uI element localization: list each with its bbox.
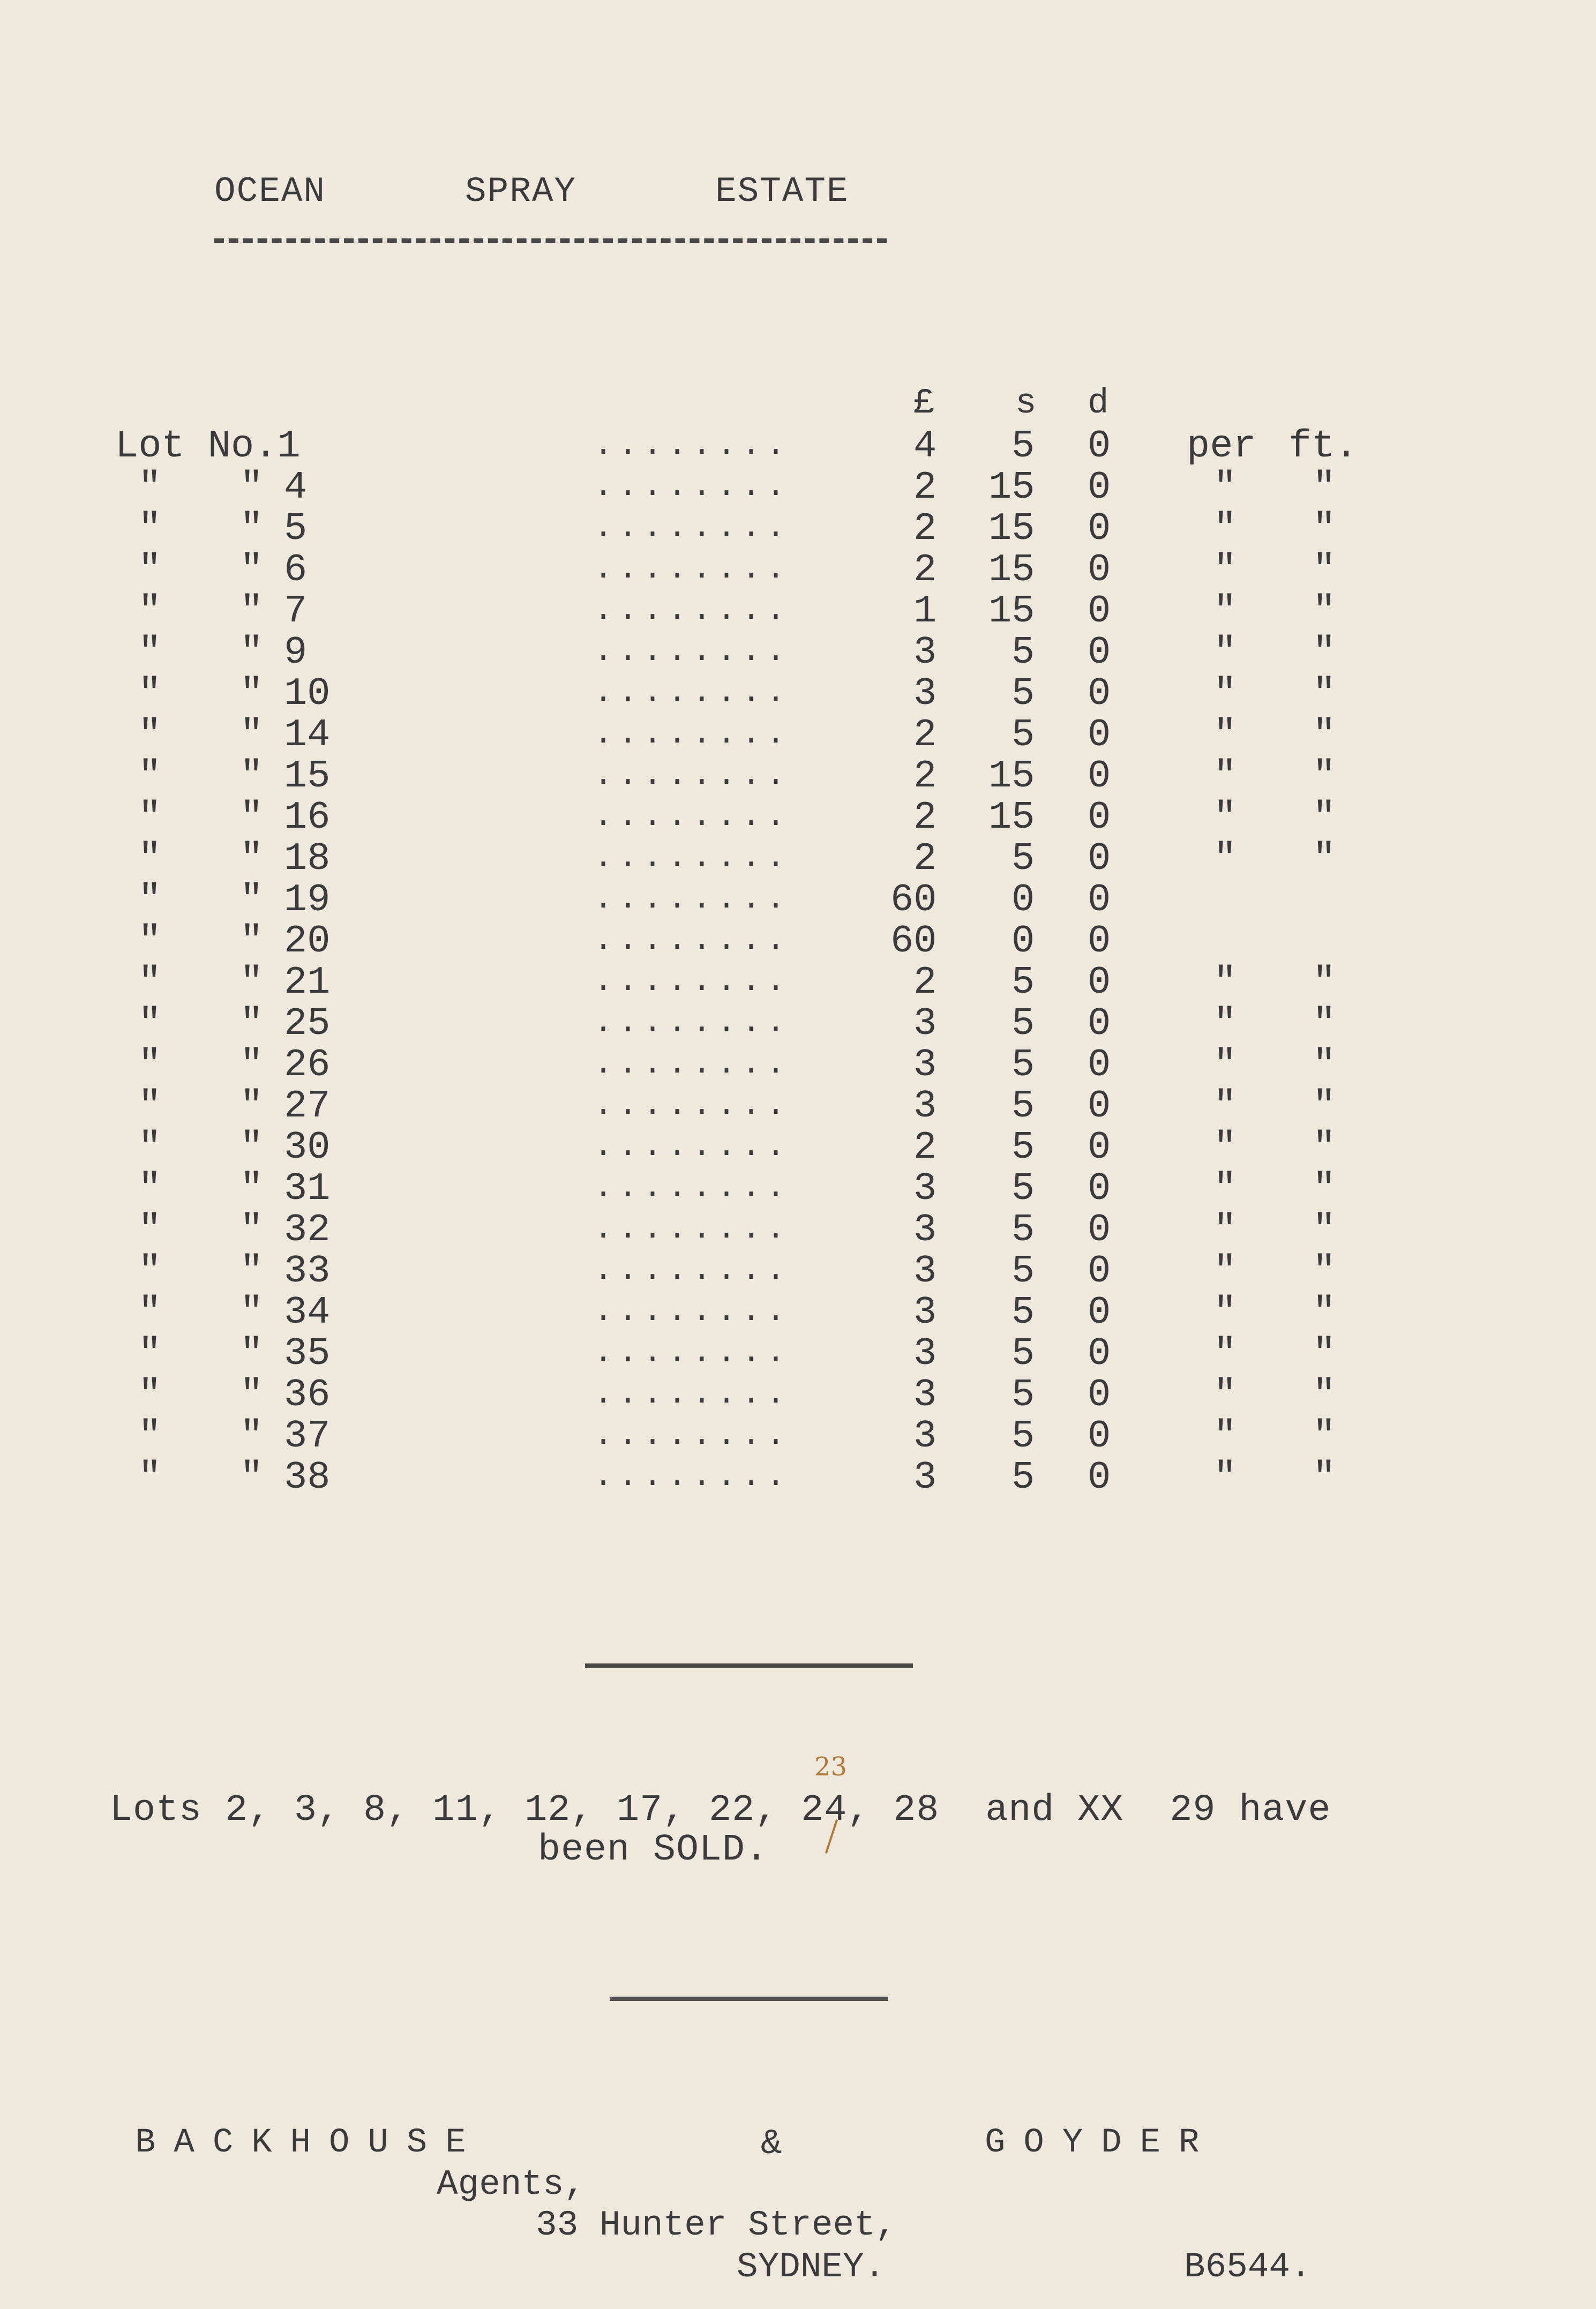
ditto-mark: " <box>138 1249 162 1293</box>
price-pounds: 3 <box>913 1167 937 1211</box>
unit-per: " <box>1213 1373 1237 1417</box>
ditto-mark: " <box>240 1084 264 1128</box>
price-pounds: 2 <box>913 548 937 592</box>
lot-number: 37 <box>284 1414 331 1458</box>
price-pence: 0 <box>1088 878 1111 922</box>
price-shillings: 5 <box>1011 1208 1035 1252</box>
unit-per: " <box>1213 713 1237 757</box>
price-pence: 0 <box>1088 507 1111 551</box>
ditto-mark: " <box>138 1208 162 1252</box>
leader-dots: ........ <box>594 881 791 918</box>
leader-dots: ........ <box>594 1418 791 1454</box>
ditto-mark: " <box>138 548 162 592</box>
unit-ft: " <box>1313 1208 1336 1252</box>
price-pounds: 3 <box>913 1002 937 1046</box>
lot-number: 30 <box>284 1126 331 1170</box>
leader-dots: ........ <box>594 1335 791 1371</box>
price-pence: 0 <box>1088 1249 1111 1293</box>
price-pence: 0 <box>1088 1043 1111 1087</box>
lot-number: 16 <box>284 796 331 839</box>
leader-dots: ........ <box>594 551 791 588</box>
lot-number: 34 <box>284 1291 331 1335</box>
unit-per: " <box>1213 754 1237 798</box>
unit-ft: " <box>1313 754 1336 798</box>
sold-note-line-2: been SOLD. <box>538 1829 769 1871</box>
ditto-mark: " <box>240 1167 264 1211</box>
ditto-mark: " <box>138 672 162 716</box>
reference-number: B6544. <box>1184 2247 1312 2287</box>
ditto-mark: " <box>240 796 264 839</box>
price-shillings: 5 <box>1011 1167 1035 1211</box>
lot-number: 27 <box>284 1084 331 1128</box>
unit-per: " <box>1213 961 1237 1004</box>
leader-dots: ........ <box>594 593 791 629</box>
lot-number: 26 <box>284 1043 331 1087</box>
price-shillings: 5 <box>1011 1332 1035 1376</box>
price-shillings: 0 <box>1011 878 1035 922</box>
ditto-mark: " <box>138 1373 162 1417</box>
unit-ft: " <box>1313 1002 1336 1046</box>
unit-ft: " <box>1313 713 1336 757</box>
unit-ft: " <box>1313 1414 1336 1458</box>
firm-role: Agents, <box>437 2164 586 2205</box>
price-shillings: 5 <box>1011 1456 1035 1500</box>
ditto-mark: " <box>240 1373 264 1417</box>
ditto-mark: " <box>138 1043 162 1087</box>
price-pence: 0 <box>1088 589 1111 633</box>
unit-ft: " <box>1313 1332 1336 1376</box>
ditto-mark: " <box>138 589 162 633</box>
ditto-mark: " <box>138 796 162 839</box>
city: SYDNEY. <box>737 2247 886 2287</box>
price-shillings: 5 <box>1011 1002 1035 1046</box>
price-pence: 0 <box>1088 424 1111 468</box>
unit-per: " <box>1213 1291 1237 1335</box>
title-word-2: SPRAY <box>465 171 577 212</box>
price-pence: 0 <box>1088 1208 1111 1252</box>
unit-ft: " <box>1313 796 1336 839</box>
price-pounds: 3 <box>913 1414 937 1458</box>
lot-number: 36 <box>284 1373 331 1417</box>
ditto-mark: " <box>240 1208 264 1252</box>
price-shillings: 15 <box>988 796 1035 839</box>
price-shillings: 5 <box>1011 1084 1035 1128</box>
unit-ft: " <box>1313 837 1336 881</box>
lot-number: 18 <box>284 837 331 881</box>
price-pence: 0 <box>1088 1002 1111 1046</box>
leader-dots: ........ <box>594 1129 791 1165</box>
ditto-mark: " <box>240 754 264 798</box>
sold-note-line-1: Lots 2, 3, 8, 11, 12, 17, 22, 24, 28 and XX 29 have <box>110 1789 1331 1832</box>
price-shillings: 5 <box>1011 1126 1035 1170</box>
unit-per: " <box>1213 837 1237 881</box>
unit-per: " <box>1213 548 1237 592</box>
price-pounds: 3 <box>913 1208 937 1252</box>
price-pounds: 2 <box>913 466 937 509</box>
header-shillings: s <box>1015 383 1037 423</box>
price-shillings: 5 <box>1011 1043 1035 1087</box>
price-pounds: 2 <box>913 507 937 551</box>
price-shillings: 5 <box>1011 1291 1035 1335</box>
unit-ft: " <box>1313 1456 1336 1500</box>
ditto-mark: " <box>240 1126 264 1170</box>
price-pence: 0 <box>1088 754 1111 798</box>
leader-dots: ........ <box>594 675 791 711</box>
ditto-mark: " <box>240 878 264 922</box>
ditto-mark: " <box>240 1414 264 1458</box>
leader-dots: ........ <box>594 840 791 876</box>
price-pounds: 2 <box>913 837 937 881</box>
firm-name-right: GOYDER <box>985 2124 1218 2162</box>
price-pounds: 3 <box>913 1456 937 1500</box>
unit-ft: " <box>1313 1167 1336 1211</box>
price-pounds: 3 <box>913 1291 937 1335</box>
unit-ft: " <box>1313 1084 1336 1128</box>
price-pence: 0 <box>1088 796 1111 839</box>
leader-dots: ........ <box>594 799 791 835</box>
price-pence: 0 <box>1088 1167 1111 1211</box>
ditto-mark: " <box>138 507 162 551</box>
unit-per: " <box>1213 1002 1237 1046</box>
leader-dots: ........ <box>594 1376 791 1413</box>
leader-dots: ........ <box>594 1046 791 1083</box>
unit-ft: " <box>1313 466 1336 509</box>
price-pence: 0 <box>1088 961 1111 1004</box>
leader-dots: ........ <box>594 469 791 505</box>
price-pence: 0 <box>1088 1084 1111 1128</box>
lot-number: 38 <box>284 1456 331 1500</box>
lot-number: 6 <box>284 548 308 592</box>
firm-ampersand: & <box>761 2124 782 2164</box>
unit-ft: " <box>1313 1126 1336 1170</box>
price-pounds: 3 <box>913 1249 937 1293</box>
lot-number: 10 <box>284 672 331 716</box>
unit-ft: " <box>1313 507 1336 551</box>
unit-per: per <box>1187 424 1256 468</box>
lot-number: 7 <box>284 589 308 633</box>
leader-dots: ........ <box>594 1170 791 1206</box>
unit-per: " <box>1213 796 1237 839</box>
price-shillings: 5 <box>1011 837 1035 881</box>
ditto-mark: " <box>138 754 162 798</box>
lot-number: 5 <box>284 507 308 551</box>
unit-per: " <box>1213 466 1237 509</box>
ditto-mark: " <box>240 548 264 592</box>
divider-rule <box>610 1997 888 2001</box>
leader-dots: ........ <box>594 964 791 1000</box>
price-pence: 0 <box>1088 466 1111 509</box>
ditto-mark: " <box>138 1084 162 1128</box>
ditto-mark: " <box>138 837 162 881</box>
unit-per: " <box>1213 1084 1237 1128</box>
price-shillings: 5 <box>1011 961 1035 1004</box>
ditto-mark: " <box>138 1332 162 1376</box>
unit-ft: ft. <box>1288 424 1358 468</box>
unit-per: " <box>1213 1414 1237 1458</box>
price-pounds: 2 <box>913 713 937 757</box>
ditto-mark: " <box>138 1456 162 1500</box>
lot-number: 31 <box>284 1167 331 1211</box>
lot-number: 33 <box>284 1249 331 1293</box>
price-pence: 0 <box>1088 1126 1111 1170</box>
unit-ft: " <box>1313 672 1336 716</box>
lot-number: 35 <box>284 1332 331 1376</box>
ditto-mark: " <box>138 1167 162 1211</box>
price-pounds: 3 <box>913 1043 937 1087</box>
unit-ft: " <box>1313 589 1336 633</box>
unit-per: " <box>1213 507 1237 551</box>
price-pounds: 3 <box>913 1084 937 1128</box>
ditto-mark: " <box>138 1291 162 1335</box>
price-pence: 0 <box>1088 1456 1111 1500</box>
lot-number: 9 <box>284 631 308 674</box>
price-pence: 0 <box>1088 837 1111 881</box>
unit-per: " <box>1213 1456 1237 1500</box>
ditto-mark: " <box>138 878 162 922</box>
lot-number: 4 <box>284 466 308 509</box>
unit-ft: " <box>1313 1291 1336 1335</box>
unit-per: " <box>1213 1249 1237 1293</box>
leader-dots: ........ <box>594 428 791 464</box>
ditto-mark: " <box>240 1456 264 1500</box>
unit-per: " <box>1213 1126 1237 1170</box>
unit-ft: " <box>1313 548 1336 592</box>
price-pence: 0 <box>1088 548 1111 592</box>
price-shillings: 5 <box>1011 631 1035 674</box>
price-pence: 0 <box>1088 1332 1111 1376</box>
ditto-mark: " <box>138 466 162 509</box>
header-pounds: £ <box>913 383 935 423</box>
lot-number: 15 <box>284 754 331 798</box>
unit-per: " <box>1213 1043 1237 1087</box>
price-shillings: 0 <box>1011 919 1035 963</box>
price-pounds: 3 <box>913 631 937 674</box>
ditto-mark: " <box>240 507 264 551</box>
price-shillings: 5 <box>1011 424 1035 468</box>
ditto-mark: " <box>240 589 264 633</box>
price-shillings: 15 <box>988 507 1035 551</box>
price-shillings: 5 <box>1011 1249 1035 1293</box>
leader-dots: ........ <box>594 510 791 546</box>
title-word-1: OCEAN <box>214 171 326 212</box>
price-shillings: 5 <box>1011 672 1035 716</box>
price-pence: 0 <box>1088 672 1111 716</box>
ditto-mark: " <box>138 631 162 674</box>
ditto-mark: " <box>240 837 264 881</box>
unit-per: " <box>1213 1332 1237 1376</box>
price-shillings: 15 <box>988 754 1035 798</box>
price-pence: 0 <box>1088 1291 1111 1335</box>
lot-number: 32 <box>284 1208 331 1252</box>
ditto-mark: " <box>240 631 264 674</box>
price-pounds: 2 <box>913 754 937 798</box>
unit-per: " <box>1213 589 1237 633</box>
unit-per: " <box>1213 1167 1237 1211</box>
ditto-mark: " <box>240 1249 264 1293</box>
price-pence: 0 <box>1088 631 1111 674</box>
price-shillings: 5 <box>1011 713 1035 757</box>
unit-ft: " <box>1313 1249 1336 1293</box>
unit-ft: " <box>1313 1373 1336 1417</box>
handwritten-insert: 23 <box>814 1752 848 1782</box>
lot-number: 19 <box>284 878 331 922</box>
ditto-mark: " <box>240 1291 264 1335</box>
firm-name-left: BACKHOUSE <box>135 2124 484 2162</box>
price-shillings: 5 <box>1011 1373 1035 1417</box>
leader-dots: ........ <box>594 1459 791 1495</box>
title-word-3: ESTATE <box>715 171 849 212</box>
ditto-mark: " <box>138 1414 162 1458</box>
price-pence: 0 <box>1088 713 1111 757</box>
price-pounds: 2 <box>913 961 937 1004</box>
price-pounds: 2 <box>913 1126 937 1170</box>
leader-dots: ........ <box>594 1005 791 1041</box>
unit-ft: " <box>1313 1043 1336 1087</box>
leader-dots: ........ <box>594 1088 791 1124</box>
ditto-mark: " <box>240 672 264 716</box>
ditto-mark: " <box>240 713 264 757</box>
lot-number: 14 <box>284 713 331 757</box>
price-pounds: 60 <box>890 919 937 963</box>
price-pounds: 1 <box>913 589 937 633</box>
ditto-mark: " <box>240 466 264 509</box>
lot-number: 25 <box>284 1002 331 1046</box>
price-pounds: 2 <box>913 796 937 839</box>
title-underline <box>214 238 887 243</box>
ditto-mark: " <box>240 919 264 963</box>
ditto-mark: " <box>138 713 162 757</box>
price-shillings: 15 <box>988 548 1035 592</box>
unit-ft: " <box>1313 631 1336 674</box>
price-pence: 0 <box>1088 919 1111 963</box>
unit-ft: " <box>1313 961 1336 1004</box>
header-pence: d <box>1088 383 1109 423</box>
ditto-mark: " <box>240 1043 264 1087</box>
ditto-mark: " <box>240 961 264 1004</box>
price-pounds: 3 <box>913 672 937 716</box>
unit-per: " <box>1213 672 1237 716</box>
lot-number: 20 <box>284 919 331 963</box>
price-pence: 0 <box>1088 1373 1111 1417</box>
price-pence: 0 <box>1088 1414 1111 1458</box>
price-pounds: 4 <box>913 424 937 468</box>
price-shillings: 15 <box>988 589 1035 633</box>
price-pounds: 3 <box>913 1332 937 1376</box>
unit-per: " <box>1213 631 1237 674</box>
lot-number: 21 <box>284 961 331 1004</box>
ditto-mark: " <box>138 961 162 1004</box>
ditto-mark: " <box>240 1332 264 1376</box>
ditto-mark: " <box>138 1126 162 1170</box>
price-pounds: 60 <box>890 878 937 922</box>
ditto-mark: " <box>138 919 162 963</box>
leader-dots: ........ <box>594 923 791 959</box>
price-pounds: 3 <box>913 1373 937 1417</box>
street-address: 33 Hunter Street, <box>536 2205 897 2245</box>
leader-dots: ........ <box>594 758 791 794</box>
unit-per: " <box>1213 1208 1237 1252</box>
lot-label: Lot No.1 <box>115 424 301 468</box>
price-shillings: 5 <box>1011 1414 1035 1458</box>
price-shillings: 15 <box>988 466 1035 509</box>
leader-dots: ........ <box>594 1253 791 1289</box>
ditto-mark: " <box>240 1002 264 1046</box>
leader-dots: ........ <box>594 634 791 670</box>
leader-dots: ........ <box>594 716 791 753</box>
leader-dots: ........ <box>594 1211 791 1248</box>
ditto-mark: " <box>138 1002 162 1046</box>
divider-rule <box>585 1663 913 1668</box>
leader-dots: ........ <box>594 1294 791 1330</box>
